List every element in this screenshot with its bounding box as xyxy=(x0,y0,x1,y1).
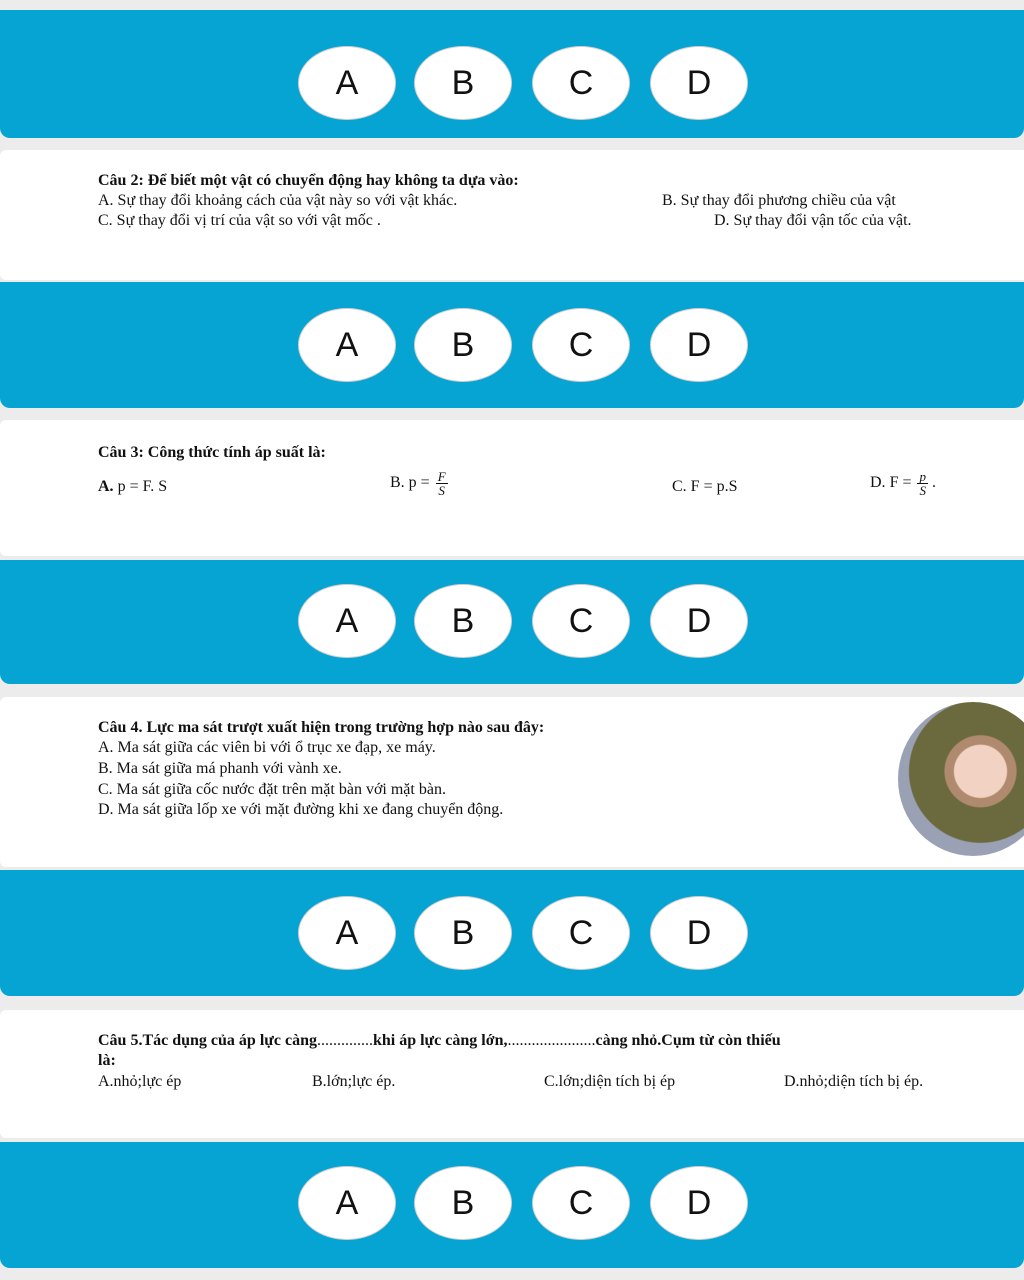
question-3-title: Câu 3: Công thức tính áp suất là: xyxy=(98,444,326,461)
question-4-option-d: D. Ma sát giữa lốp xe với mặt đường khi xe đang chuyển động. xyxy=(98,801,504,818)
question-5-option-a: A.nhỏ;lực ép xyxy=(98,1073,182,1090)
question-5-title-part-2: khi áp lực càng lớn, xyxy=(372,1032,508,1049)
answer-bar-5 xyxy=(0,1142,1024,1268)
answer-bar-4 xyxy=(0,870,1024,996)
option-b-fraction xyxy=(436,470,448,497)
fraction-numerator: p xyxy=(919,469,926,484)
option-b-lhs: p = xyxy=(408,474,430,492)
question-4-option-b: B. Ma sát giữa má phanh với vành xe. xyxy=(98,760,342,777)
answer-bar-2 xyxy=(0,282,1024,408)
answer-bar-3 xyxy=(0,560,1024,684)
question-3-option-b xyxy=(390,470,448,497)
question-4-card xyxy=(0,697,1024,867)
option-a-label: A. xyxy=(98,478,114,495)
option-c-formula: F = p.S xyxy=(690,478,738,495)
option-c-label: C. xyxy=(672,478,687,495)
option-b-button[interactable]: B xyxy=(414,896,512,970)
question-5-option-d: D.nhỏ;diện tích bị ép. xyxy=(784,1073,924,1090)
option-c-button[interactable]: C xyxy=(532,896,630,970)
question-2-option-d: D. Sự thay đổi vận tốc của vật. xyxy=(714,212,912,229)
question-3-option-a xyxy=(98,478,167,496)
question-2-card xyxy=(0,150,1024,280)
question-3-option-d xyxy=(870,470,936,497)
question-2-option-c: C. Sự thay đổi vị trí của vật so với vật mốc . xyxy=(98,212,381,229)
option-c-button[interactable]: C xyxy=(532,308,630,382)
option-b-button[interactable]: B xyxy=(414,1166,512,1240)
question-5-title-end: là: xyxy=(98,1052,116,1069)
option-d-button[interactable]: D xyxy=(650,308,748,382)
question-3-card xyxy=(0,420,1024,556)
option-b-button[interactable]: B xyxy=(414,308,512,382)
question-5-blank-1: .............. xyxy=(316,1032,373,1049)
question-5-title-part-3: càng nhỏ.Cụm từ còn thiếu xyxy=(595,1032,781,1049)
option-d-lhs: F = xyxy=(889,474,912,492)
option-a-button[interactable]: A xyxy=(298,308,396,382)
option-b-label: B. xyxy=(390,474,405,492)
option-d-label: D. xyxy=(870,474,886,492)
option-a-button[interactable]: A xyxy=(298,46,396,120)
question-5-option-b: B.lớn;lực ép. xyxy=(312,1073,396,1090)
fraction-denominator: S xyxy=(919,483,926,498)
option-b-button[interactable]: B xyxy=(414,46,512,120)
question-5-card xyxy=(0,1010,1024,1138)
option-d-button[interactable]: D xyxy=(650,1166,748,1240)
option-a-button[interactable]: A xyxy=(298,584,396,658)
question-4-option-c: C. Ma sát giữa cốc nước đặt trên mặt bàn với mặt bàn. xyxy=(98,781,446,798)
question-4-title: Câu 4. Lực ma sát trượt xuất hiện trong trường hợp nào sau đây: xyxy=(98,719,545,736)
option-a-formula: p = F. S xyxy=(117,478,168,495)
option-d-tail: . xyxy=(931,474,936,492)
question-5-blank-2: ...................... xyxy=(507,1032,596,1049)
option-b-button[interactable]: B xyxy=(414,584,512,658)
fraction-denominator: S xyxy=(438,483,445,498)
option-c-button[interactable]: C xyxy=(532,1166,630,1240)
question-5-title xyxy=(98,1032,781,1050)
option-d-button[interactable]: D xyxy=(650,896,748,970)
option-c-button[interactable]: C xyxy=(532,584,630,658)
option-d-fraction xyxy=(917,470,928,497)
answer-bar-1 xyxy=(0,10,1024,138)
question-2-option-a: A. Sự thay đổi khoảng cách của vật này so với vật khác. xyxy=(98,192,458,209)
option-a-button[interactable]: A xyxy=(298,896,396,970)
question-3-option-c xyxy=(672,478,738,496)
question-2-title: Câu 2: Để biết một vật có chuyển động hay không ta dựa vào: xyxy=(98,172,519,189)
option-c-button[interactable]: C xyxy=(532,46,630,120)
question-5-option-c: C.lớn;diện tích bị ép xyxy=(544,1073,676,1090)
option-a-button[interactable]: A xyxy=(298,1166,396,1240)
option-d-button[interactable]: D xyxy=(650,46,748,120)
question-2-option-b: B. Sự thay đổi phương chiều của vật xyxy=(662,192,896,209)
fraction-numerator: F xyxy=(437,469,446,484)
option-d-button[interactable]: D xyxy=(650,584,748,658)
question-5-title-part-1: Câu 5.Tác dụng của áp lực càng xyxy=(98,1032,317,1049)
question-4-option-a: A. Ma sát giữa các viên bi với ổ trục xe đạp, xe máy. xyxy=(98,739,436,756)
